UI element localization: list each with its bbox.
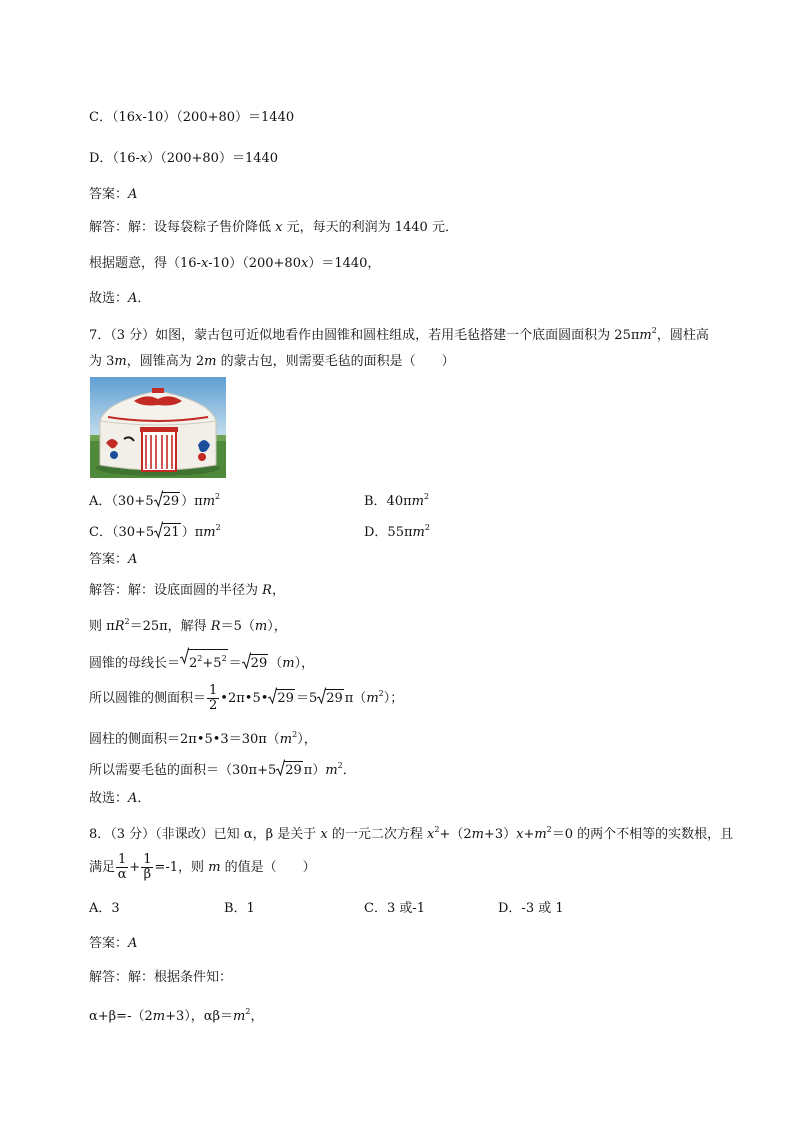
q7-stem-line-2: 为 3m，圆锥高为 2m 的蒙古包，则需要毛毡的面积是（ ） <box>89 354 455 369</box>
q8-solution-line-1: 解答：解：根据条件知： <box>89 970 233 985</box>
q6-solution-line-2: 根据题意，得（16-x-10）（200+80x）＝1440， <box>89 256 381 271</box>
q7-solution-line-3: 圆锥的母线长＝ $2^2+5^2$ ＝ 29 （m）， <box>89 649 314 673</box>
q6-answer: 答案：A <box>89 187 138 202</box>
q6-solution-line-1: 解答：解：设每袋粽子售价降低 x 元，每天的利润为 1440 元． <box>89 220 458 235</box>
q7-option-c: C．（30+5 21 ）$\pi m^2$ <box>89 523 221 540</box>
q8-option-c: C．3 或-1 <box>364 901 426 916</box>
q7-choose: 故选：A． <box>89 791 151 806</box>
q7-answer: 答案：A <box>89 552 138 567</box>
q8-stem-line-1: 8．（3 分）（非课改）已知 α，β 是关于 x 的一元二次方程 $x^2+(2m+3)x+m^2=0$ 的两个不相等的实数根，且 <box>89 825 734 842</box>
q7-option-d: D．$55\pi m^2$ <box>364 523 430 540</box>
q6-choose: 故选：A． <box>89 291 151 306</box>
yurt-photo <box>90 377 226 478</box>
q6-option-c: C．（16x-10）（200+80）＝1440 <box>89 110 295 125</box>
q8-answer: 答案：A <box>89 936 138 951</box>
q7-solution-line-4: 所以圆锥的侧面积＝ $\frac{1}{2}$ •2π•5• 29 ＝5 29 $\pi(m^2)$； <box>89 683 404 713</box>
q7-solution-line-6: 所以需要毛毡的面积＝（30π+5 29 $\pi)m^2$． <box>89 761 356 778</box>
q8-option-a: A．3 <box>89 901 120 916</box>
q8-stem-line-2: 满足 $\frac{1}{\alpha}$ + $\frac{1}{\beta}$ =-1，则 m 的值是（ ） <box>89 852 316 882</box>
q8-option-b: B．1 <box>224 901 255 916</box>
q8-option-d: D．-3 或 1 <box>498 901 564 916</box>
q7-solution-line-2: 则 $\pi R^2=25\pi$，解得 R＝5（m）， <box>89 617 287 634</box>
q6-option-d: D．（16-x）（200+80）＝1440 <box>89 151 279 166</box>
q8-solution-line-2: α+β=-（2m+3），$\alpha\beta=m^2$， <box>89 1007 264 1024</box>
q7-option-a: A．（30+5 29 ）$\pi m^2$ <box>89 492 221 509</box>
q7-option-b: B．$40\pi m^2$ <box>364 492 430 509</box>
q7-stem-line-1: 7．（3 分）如图，蒙古包可近似地看作由圆锥和圆柱组成，若用毛毡搭建一个底面圆面积为 $25\pi m^2$，圆柱高 <box>89 326 709 343</box>
q7-solution-line-5: 圆柱的侧面积$=2\pi•5•3=30\pi(m^2)$， <box>89 730 317 747</box>
q7-solution-line-1: 解答：解：设底面圆的半径为 R， <box>89 583 285 598</box>
